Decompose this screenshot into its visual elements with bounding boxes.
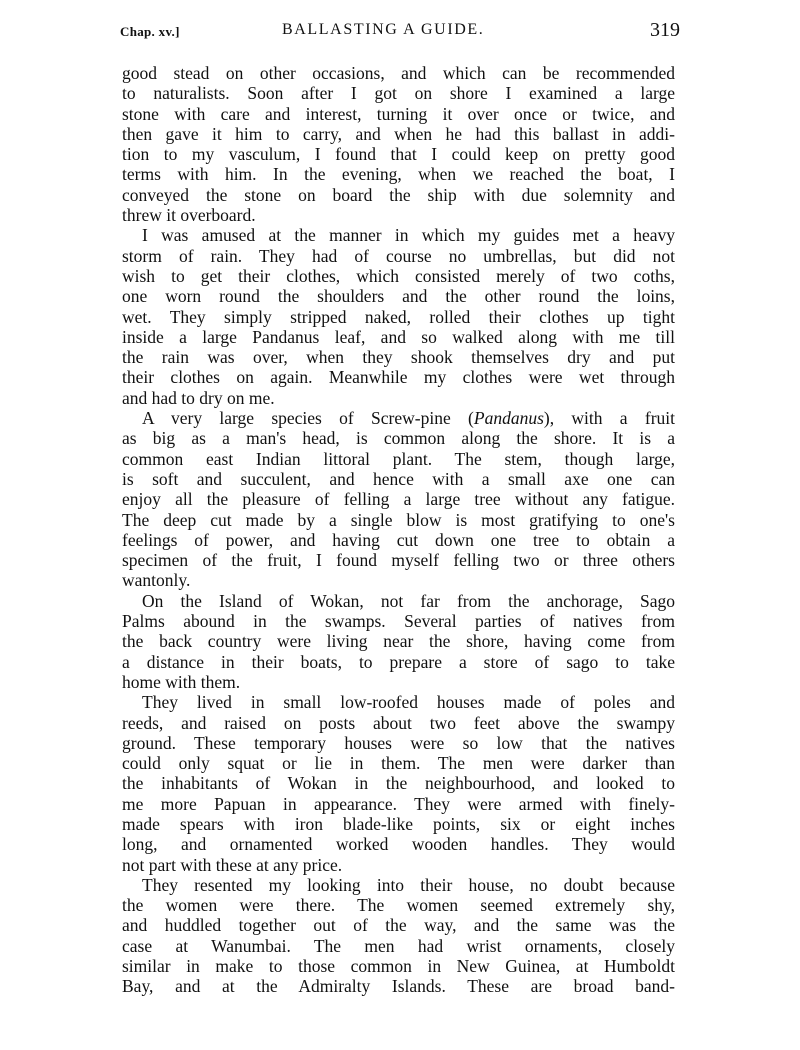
- paragraph-2: [122, 225, 675, 408]
- text-line: home with them.: [122, 671, 241, 692]
- text-line: their clothes on again. Meanwhile my clothes were wet through: [122, 367, 675, 388]
- text-line: stone with care and interest, turning it over once or twice, and: [122, 103, 675, 124]
- text-line: I was amused at the manner in which my guides met a heavy: [142, 225, 675, 246]
- text-line: They resented my looking into their house, no doubt because: [142, 874, 675, 895]
- text-line: to naturalists. Soon after I got on shore I examined a large: [122, 83, 675, 104]
- page-number: 319: [650, 19, 680, 41]
- text-line: enjoy all the pleasure of felling a large tree without any fatigue.: [122, 489, 675, 510]
- text-line: the inhabitants of Wokan in the neighbourhood, and looked to: [122, 773, 675, 794]
- text-line: long, and ornamented worked wooden handles. They would: [122, 834, 675, 855]
- text-line: wet. They simply stripped naked, rolled their clothes up tight: [122, 306, 675, 327]
- text-line: case at Wanumbai. The men had wrist ornaments, closely: [122, 935, 675, 956]
- text-line: as big as a man's head, is common along the shore. It is a: [122, 428, 675, 449]
- text-line: one worn round the shoulders and the other round the loins,: [122, 286, 675, 307]
- text-line: the women were there. The women seemed extremely shy,: [122, 895, 675, 916]
- italic-species-name: Pandanus: [473, 408, 544, 429]
- text-line: Bay, and at the Admiralty Islands. These are broad band-: [122, 976, 675, 997]
- text-line: feelings of power, and having cut down one tree to obtain a: [122, 529, 675, 550]
- running-title: BALLASTING A GUIDE.: [282, 21, 485, 38]
- paragraph-1: [122, 63, 675, 225]
- text-line: could only squat or lie in them. The men were darker than: [122, 753, 675, 774]
- text-line: then gave it him to carry, and when he had this ballast in addi-: [122, 123, 675, 144]
- paragraph-5: [122, 692, 675, 875]
- text-line: the back country were living near the shore, having come from: [122, 631, 675, 652]
- text-line: reeds, and raised on posts about two feet above the swampy: [122, 712, 675, 733]
- paragraph-6: [122, 875, 675, 997]
- text-line: specimen of the fruit, I found myself felling two or three others: [122, 550, 675, 571]
- text-line: similar in make to those common in New Guinea, at Humboldt: [122, 956, 675, 977]
- text-line: The deep cut made by a single blow is most gratifying to one's: [122, 509, 675, 530]
- text-line: the rain was over, when they shook themselves dry and put: [122, 347, 675, 368]
- text-line: On the Island of Wokan, not far from the anchorage, Sago: [142, 590, 675, 611]
- text-line: conveyed the stone on board the ship with due solemnity and: [122, 184, 675, 205]
- text-line: is soft and succulent, and hence with a small axe one can: [122, 468, 675, 489]
- text-line: threw it overboard.: [122, 205, 256, 226]
- text-line: Palms abound in the swamps. Several parties of natives from: [122, 611, 675, 632]
- text-line: [122, 408, 675, 428]
- text-line: terms with him. In the evening, when we reached the boat, I: [122, 164, 675, 185]
- text-line: wantonly.: [122, 570, 191, 591]
- text-line: not part with these at any price.: [122, 854, 343, 875]
- text-line: common east Indian littoral plant. The stem, though large,: [122, 448, 675, 469]
- text-line: and had to dry on me.: [122, 387, 275, 408]
- paragraph-3: [122, 408, 675, 591]
- paragraph-4: [122, 591, 675, 692]
- text-segment: A very large species of Screw-pine (: [142, 408, 474, 429]
- text-line: made spears with iron blade-like points, six or eight inches: [122, 813, 675, 834]
- text-line: They lived in small low-roofed houses made of poles and: [142, 692, 675, 713]
- text-line: wish to get their clothes, which consisted merely of two coths,: [122, 265, 675, 286]
- text-line: good stead on other occasions, and which can be recommended: [122, 63, 675, 83]
- chapter-label: Chap. xv.]: [120, 24, 180, 39]
- text-line: inside a large Pandanus leaf, and so walked along with me till: [122, 326, 675, 347]
- text-line: storm of rain. They had of course no umbrellas, but did not: [122, 245, 675, 266]
- text-line: tion to my vasculum, I found that I could keep on pretty good: [122, 144, 675, 165]
- text-line: and huddled together out of the way, and the same was the: [122, 915, 675, 936]
- body-text: [122, 63, 675, 997]
- text-line: me more Papuan in appearance. They were armed with finely-: [122, 793, 675, 814]
- text-line: ground. These temporary houses were so low that the natives: [122, 732, 675, 753]
- text-segment: ), with a fruit: [543, 408, 675, 429]
- text-line: a distance in their boats, to prepare a store of sago to take: [122, 651, 675, 672]
- running-header: [120, 18, 680, 48]
